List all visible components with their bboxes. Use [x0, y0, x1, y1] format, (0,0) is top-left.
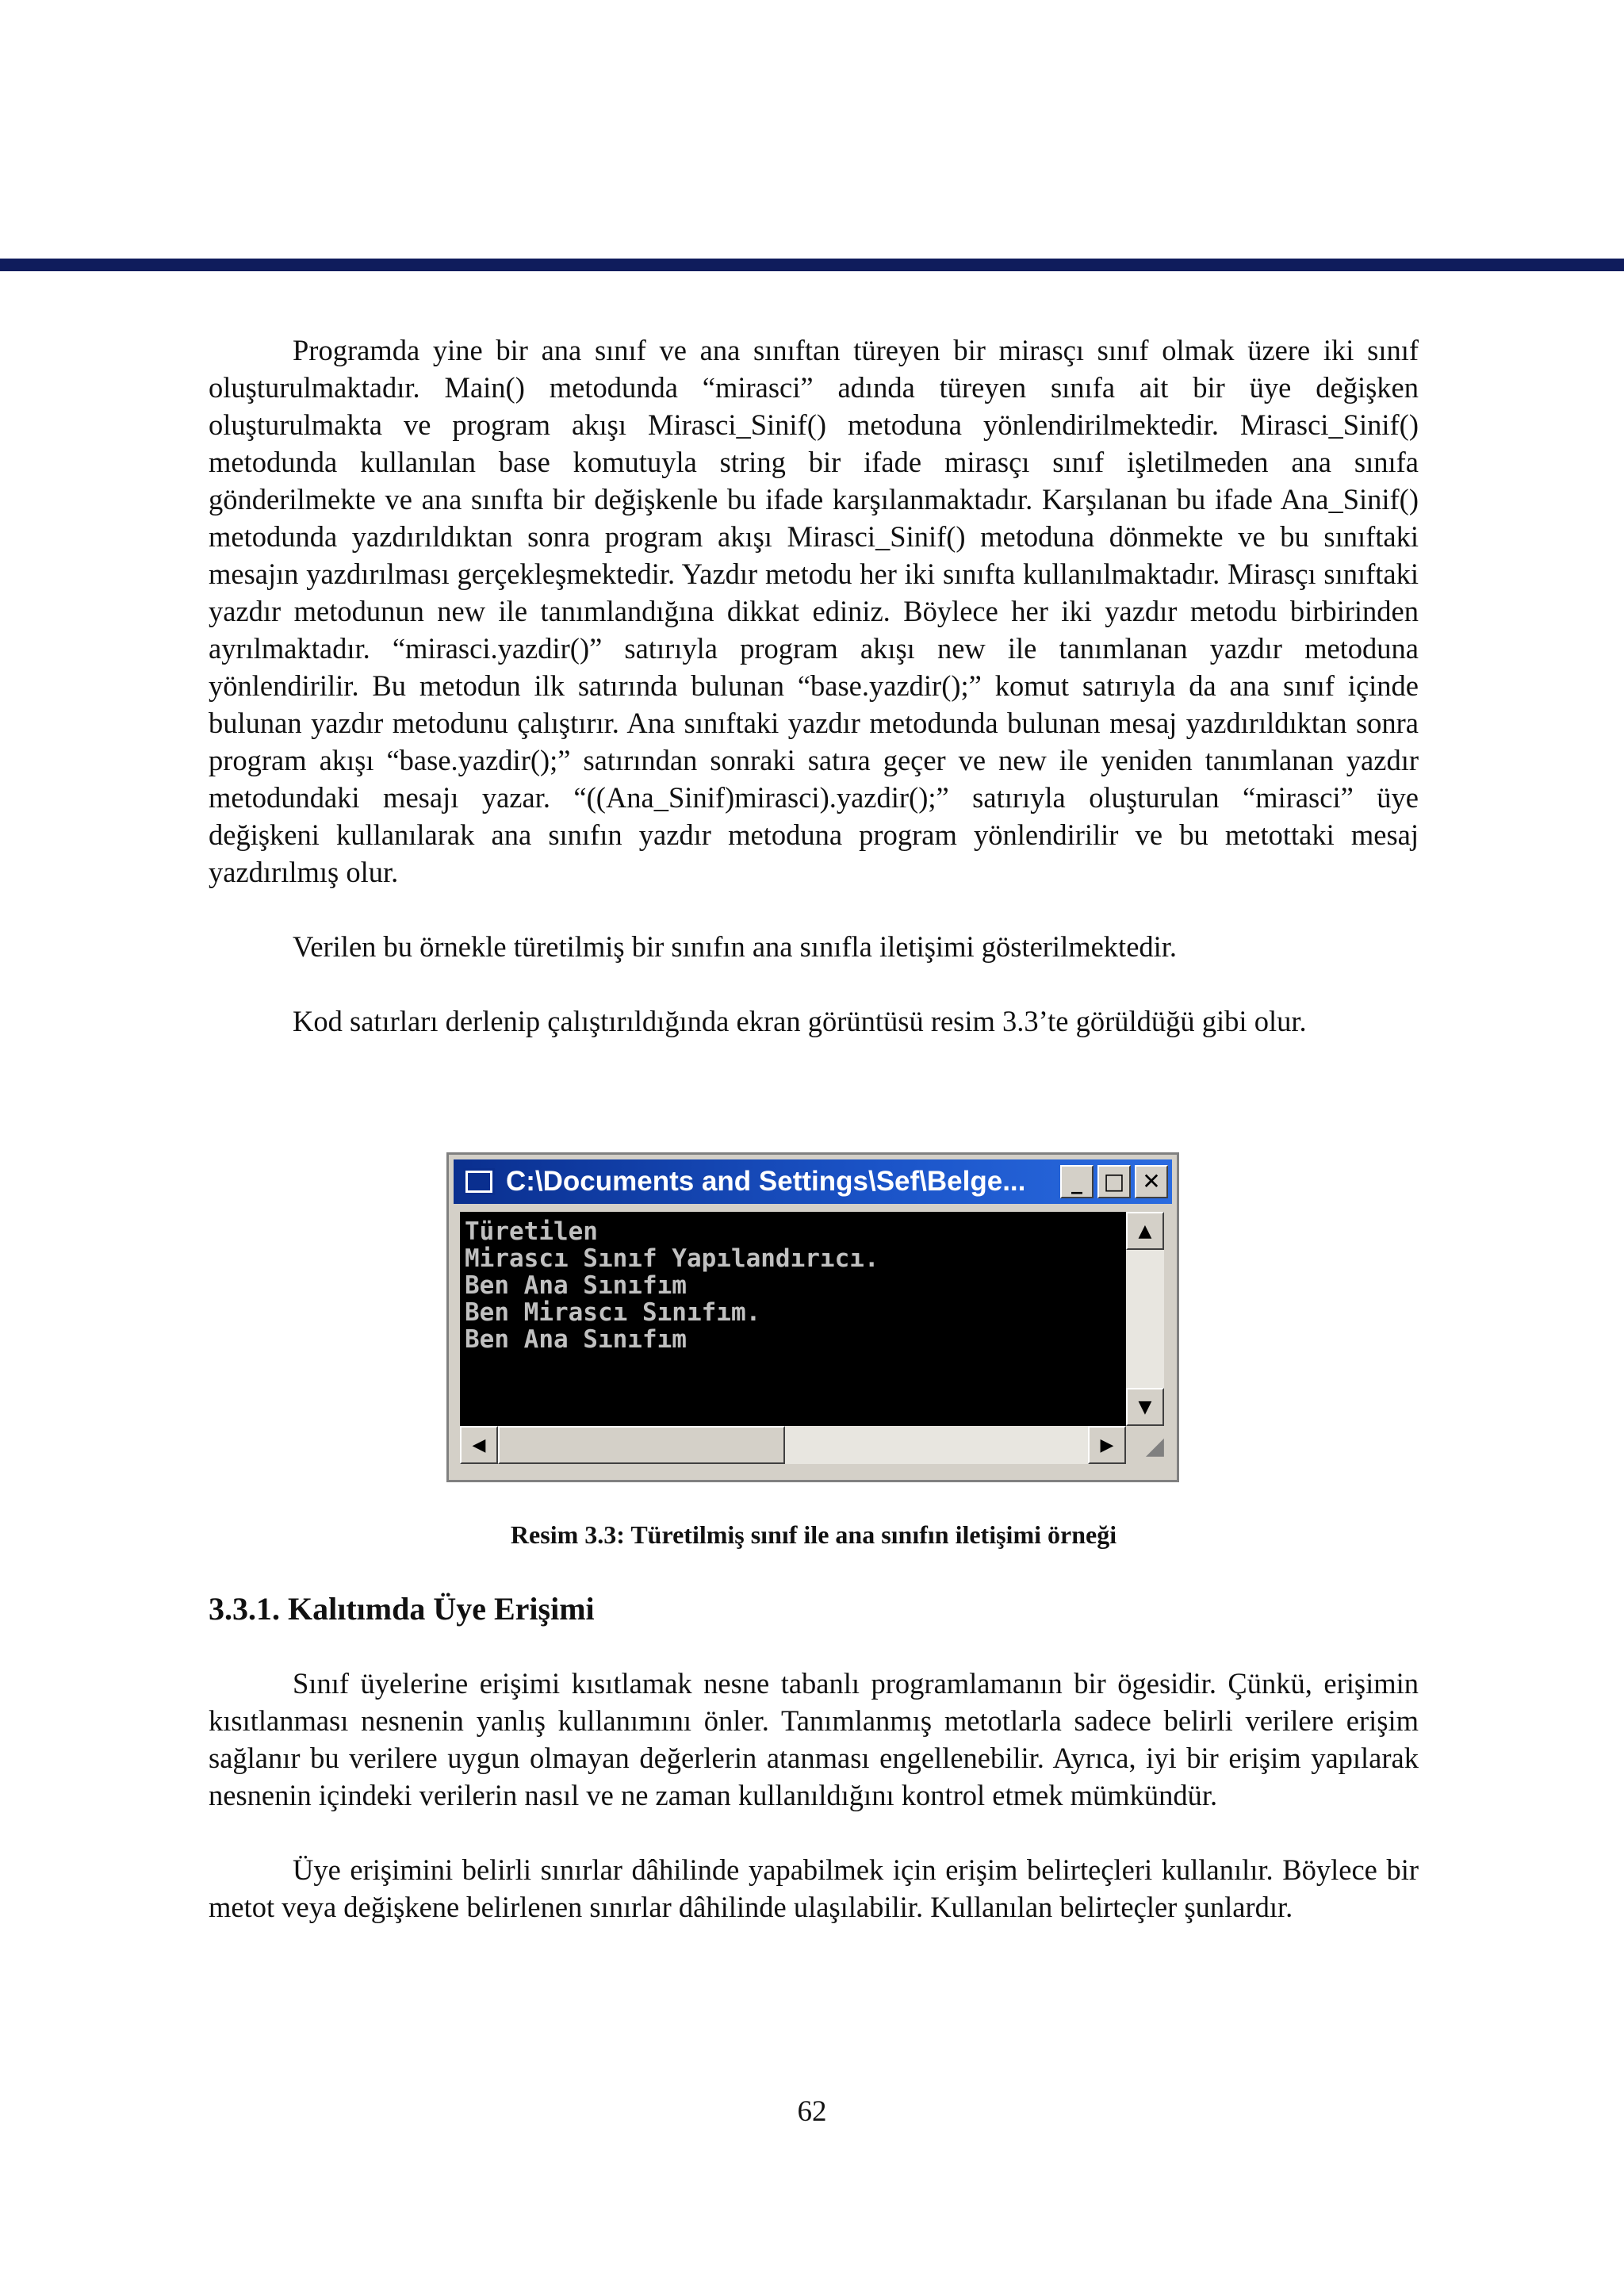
body-text-upper — [209, 332, 1419, 1040]
vertical-scrollbar — [1126, 1212, 1164, 1426]
scroll-down-icon: ▼ — [1126, 1388, 1164, 1426]
minimize-button: _ — [1060, 1165, 1094, 1198]
horizontal-scrollbar — [460, 1426, 1126, 1464]
paragraph: Üye erişimini belirli sınırlar dâhilinde yapabilmek için erişim belirteçleri kullanılır. Böylece bir metot veya değişkene belirlenen sınırlar dâhilinde ulaşılabilir. Kullanılan belirteçler şunlardır. — [209, 1853, 1419, 1923]
page-number: 62 — [797, 2095, 827, 2128]
scroll-right-icon: ▶ — [1088, 1426, 1126, 1464]
section-heading: 3.3.1. Kalıtımda Üye Erişimi — [209, 1591, 595, 1627]
paragraph: Kod satırları derlenip çalıştırıldığında ekran görüntüsü resim 3.3’te görüldüğü gibi olur. — [293, 1005, 1307, 1037]
console-window-screenshot — [446, 1152, 1179, 1482]
console-output-line: Ben Ana Sınıfım — [465, 1325, 687, 1354]
body-text-lower — [209, 1665, 1419, 1926]
paragraph: Sınıf üyelerine erişimi kısıtlamak nesne tabanlı programlamanın bir ögesidir. Çünkü, erişimin kısıtlanması nesnenin yanlış kullanımını önler. Tanımlanmış metotlarla sadece belirli verilere erişim sağlanır bu verilere uygun olmayan değerlerin atanması engellenebilir. Ayrıca, iyi bir erişim yapılarak nesnenin içindeki verilerin nasıl ve ne zaman kullanıldığını kontrol etmek mümkündür. — [209, 1667, 1419, 1811]
console-output — [460, 1212, 1126, 1426]
horizontal-scroll-thumb — [498, 1426, 785, 1464]
console-output-line: Ben Mirascı Sınıfım. — [465, 1298, 761, 1327]
scroll-left-icon: ◀ — [460, 1426, 498, 1464]
resize-grip-icon: ◢ — [1126, 1426, 1164, 1464]
console-output-line: Mirascı Sınıf Yapılandırıcı. — [465, 1244, 879, 1273]
scroll-up-icon: ▲ — [1126, 1212, 1164, 1250]
console-output-line: Türetilen — [465, 1217, 598, 1246]
maximize-button: □ — [1097, 1165, 1131, 1198]
header-rule — [0, 259, 1624, 271]
paragraph: Verilen bu örnekle türetilmiş bir sınıfın ana sınıfla iletişimi gösterilmektedir. — [293, 930, 1178, 963]
paragraph: Programda yine bir ana sınıf ve ana sınıftan türeyen bir mirasçı sınıf olmak üzere iki sınıf oluşturulmaktadır. Main() metodunda “mirasci” adında türeyen sınıfa ait bir üye değişken oluşturulmakta ve program akışı Mirasci_Sinif() metoduna yönlendirilmektedir. Mirasci_Sinif() metodunda kullanılan base komutuyla string bir ifade mirasçı sınıf işletilmeden ana sınıfa gönderilmekte ve ana sınıfta bir değişkenle bu ifade karşılanmaktadır. Karşılanan bu ifade Ana_Sinif() metodunda yazdırıldıktan sonra program akışı Mirasci_Sinif() metoduna dönmekte ve bu sınıftaki mesajın yazdırılması gerçekleşmektedir. Yazdır metodu her iki sınıfta kullanılmaktadır. Mirasçı sınıftaki yazdır metodunun new ile tanımlandığına dikkat ediniz. Böylece her iki yazdır metodu birbirinden ayrılmaktadır. “mirasci.yazdir()” satırıyla program akışı new ile tanımlanan yazdır metoduna yönlendirilir. Bu metodun ilk satırında bulunan “base.yazdir();” komut satırıyla da ana sınıf içinde bulunan yazdır metodunu çalıştırır. Ana sınıftaki yazdır metodunda bulunan mesaj yazdırıldıktan sonra program akışı “base.yazdir();” satırından sonraki satıra geçer ve new ile yeniden tanımlanan yazdır metodundaki mesajı yazar. “((Ana_Sinif)mirasci).yazdir();” satırıyla oluşturulan “mirasci” üye değişkeni kullanılarak ana sınıfın yazdır metoduna program yönlendirilir ve bu metottaki mesaj yazdırılmış olur. — [209, 334, 1419, 888]
console-output-line: Ben Ana Sınıfım — [465, 1271, 687, 1300]
close-button: ✕ — [1135, 1165, 1168, 1198]
console-title-bar — [454, 1159, 1172, 1204]
console-window-icon — [463, 1168, 495, 1195]
figure-caption: Resim 3.3: Türetilmiş sınıf ile ana sınıfın iletişimi örneği — [510, 1520, 1117, 1549]
console-window-title: C:\Documents and Settings\Sef\Belge... — [506, 1166, 1026, 1197]
